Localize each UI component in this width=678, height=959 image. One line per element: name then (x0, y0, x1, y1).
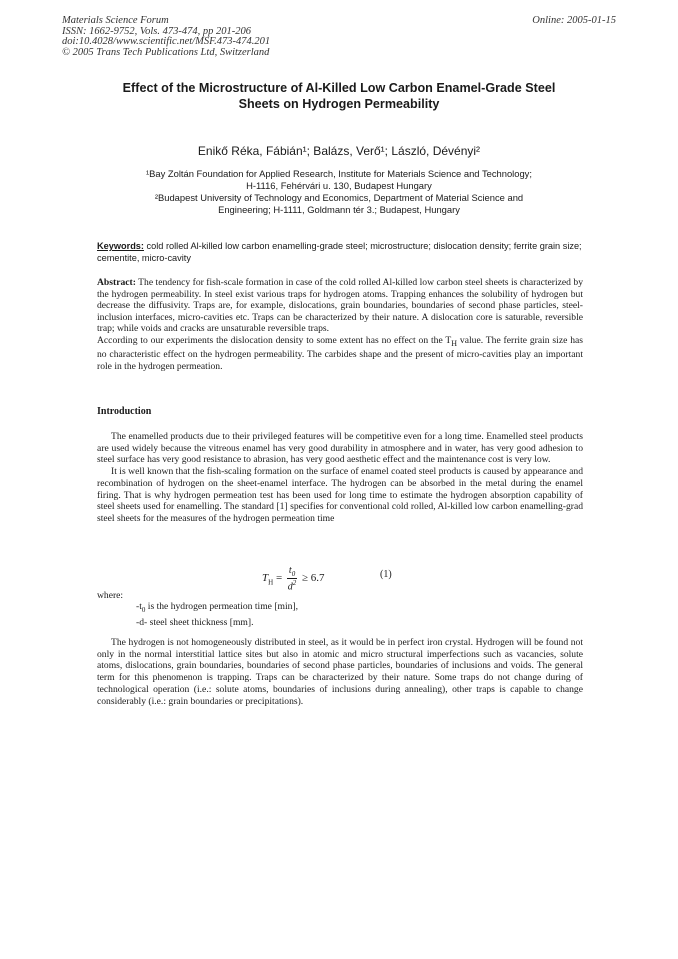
subscript: H (451, 338, 458, 348)
online-date: Online: 2005-01-15 (532, 15, 616, 26)
intro-paragraph-2: It is well known that the fish-scaling formation on the surface of enamel coated steel products is caused by appearance and recombination of hydrogen on the sheet-enamel interface. The hydrogen can be absorbed in the metal during the enamel firing. That is why hydrogen permeation test has been used for long time to estimate the hydrogen absorption capability of steel sheets used for enamelling. The standard [1] specifies for conventional cold rolled, Al-killed low carbon enamelling-grad steel sheets for the measures of the hydrogen permeation time (97, 466, 583, 524)
eq-rhs: ≥ 6.7 (301, 572, 325, 585)
keywords-text: cold rolled Al-killed low carbon enamelling-grade steel; microstructure; dislocation density; ferrite grain size; cementite, micro-cavity (97, 241, 582, 263)
abstract-paragraph-2 (97, 335, 583, 373)
eq-num-var: t (288, 565, 292, 576)
definition-t0 (136, 601, 298, 617)
introduction-body-bottom (97, 637, 583, 707)
abstract-block (97, 277, 583, 373)
equation-1 (262, 565, 324, 592)
intro-paragraph-3: The hydrogen is not homogeneously distributed in steel, as it would be in perfect iron crystal. Hydrogen will be found not only in the normal interstitial lattice sites but also in atomic and micro structural imperfections such as vacancies, solute atoms, dislocations, grain boundaries, boundaries of second phase particles, boundaries of inclusions and voids. The general term for this phenomenon is trapping. Traps can be characterized by their nature. Some traps do not change during of technological operation (i.e.: solute atoms, boundaries of inclusions during annealing), other traps is capable to change considerably (i.e.: grain boundaries or precipitations). (97, 637, 583, 707)
affiliation-line: ²Budapest University of Technology and Economics, Department of Material Science and (154, 192, 524, 203)
section-heading-introduction: Introduction (97, 406, 152, 417)
abstract-text: value. The ferrite grain size has no characteristic effect on the hydrogen permeability. The carbides shape and the present of micro-cavities play an important role in the hydrogen permeation. (97, 334, 583, 373)
author-list: Enikő Réka, Fábián¹; Balázs, Verő¹; László, Dévényi² (197, 144, 481, 158)
def-text: -t (136, 601, 142, 612)
issn-line: ISSN: 1662-9752, Vols. 473-474, pp 201-206 (62, 25, 251, 37)
intro-paragraph-1: The enamelled products due to their privileged features will be competitive even for a long time. Enamelled steel products are used widely because the vitreous enamel has very good durability in atmosphere and in water, has very good adhesion to steel surface has very good resistance to abrasion, has very good aesthetic effect and the maintenance cost is very low. (97, 431, 583, 466)
eq-den-var: d (287, 581, 293, 593)
eq-numerator (287, 565, 297, 579)
eq-fraction (287, 565, 297, 592)
definition-d: -d- steel sheet thickness [mm]. (136, 616, 254, 628)
journal-header (62, 16, 270, 58)
copyright-line: © 2005 Trans Tech Publications Ltd, Switzerland (62, 46, 270, 58)
affiliations (70, 168, 608, 216)
def-text: is the hydrogen permeation time [min], (145, 601, 299, 612)
doi-link[interactable]: doi:10.4028/www.scientific.net/MSF.473-474.201 (62, 36, 271, 48)
equation-number: (1) (380, 569, 392, 580)
abstract-label: Abstract: (97, 277, 136, 288)
abstract-text: The tendency for fish-scale formation in case of the cold rolled Al-killed low carbon steel sheets is characterized by the hydrogen permeability. In steel exist various traps for hydrogen atoms. Trapping enhances the solubility of hydrogen but decrease the diffusivity. Traps are, for example, dislocations, grain boundaries, boundaries of second phase particles, steel-inclusion interfaces, micro-cavities etc. Traps can be characterized by their nature. A dislocation core is saturable, reversible trap; while voids and cracks are unsaturable reversible traps. (97, 277, 583, 335)
eq-equals: = (275, 572, 283, 585)
journal-name: Materials Science Forum (62, 15, 169, 26)
eq-lhs-sub: H (268, 578, 274, 587)
paper-title (70, 80, 608, 112)
affiliation-line: ¹Bay Zoltán Foundation for Applied Research, Institute for Materials Science and Technology; (146, 168, 532, 179)
eq-den-sup: 2 (292, 579, 297, 587)
introduction-body-top (97, 431, 583, 525)
affiliation-line: Engineering; H-1111, Goldmann tér 3.; Budapest, Hungary (218, 204, 460, 215)
eq-lhs: T (262, 572, 269, 585)
def-sub: 0 (141, 605, 146, 614)
where-label: where: (97, 590, 124, 601)
eq-denominator (287, 579, 297, 592)
keywords-block (97, 240, 583, 264)
affiliation-line: H-1116, Fehérvári u. 130, Budapest Hungary (246, 180, 432, 191)
abstract-paragraph-1 (97, 277, 583, 335)
abstract-text: According to our experiments the dislocation density to some extent has no effect on the T (97, 334, 452, 346)
title-line-1: Effect of the Microstructure of Al-Killed Low Carbon Enamel-Grade Steel (122, 81, 556, 95)
title-line-2: Sheets on Hydrogen Permeability (238, 97, 440, 111)
variable-definitions (136, 601, 298, 628)
eq-num-sub: 0 (291, 570, 296, 578)
keywords-label: Keywords: (97, 241, 144, 251)
